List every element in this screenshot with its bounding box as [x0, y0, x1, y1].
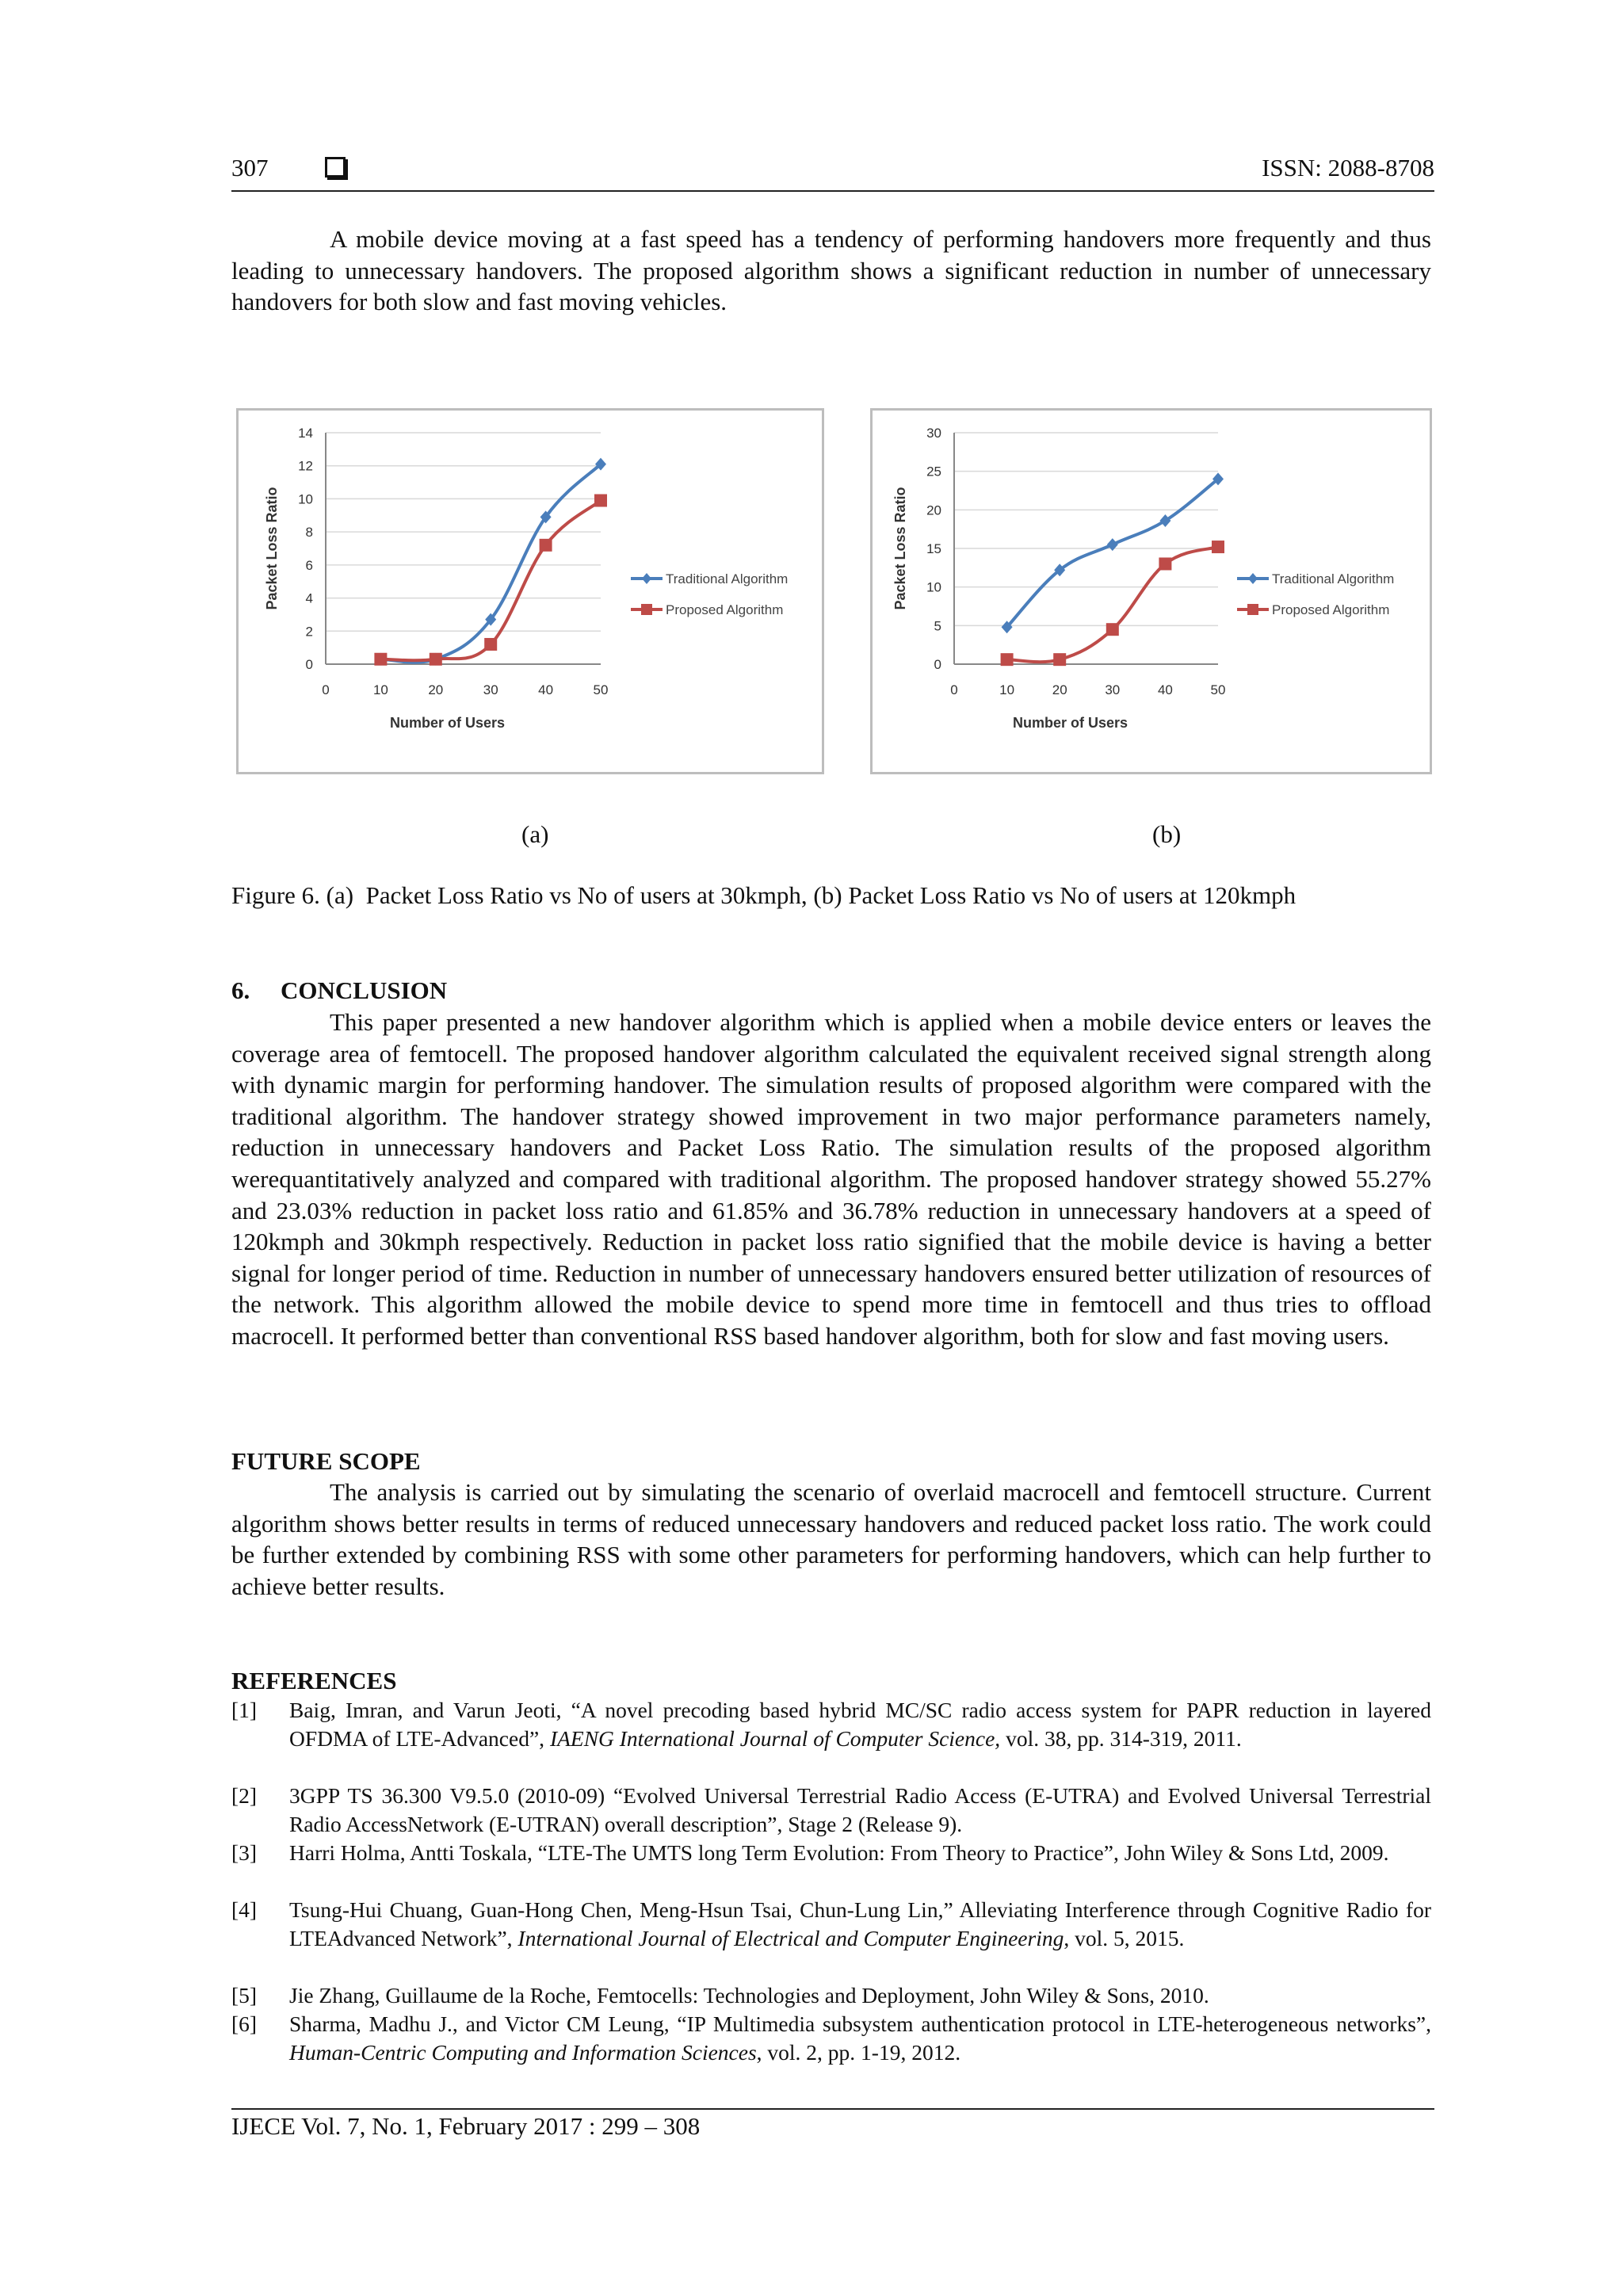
data-point [1053, 653, 1066, 666]
reference-text: Sharma, Madhu J., and Victor CM Leung, “IP Multimedia subsystem authentication protocol in LTE-heterogeneous networks”, [289, 2011, 1431, 2036]
y-tick-label: 5 [934, 618, 941, 634]
x-tick-label: 20 [428, 682, 444, 697]
y-tick-label: 10 [298, 491, 313, 507]
y-tick-label: 2 [305, 624, 313, 640]
y-tick-label: 14 [298, 426, 313, 441]
legend-label: Proposed Algorithm [666, 602, 784, 617]
data-point [1001, 653, 1014, 666]
reference-item [231, 1839, 1431, 1867]
reference-text: Baig, Imran, and Varun Jeoti, “A novel precoding based hybrid MC/SC radio access system for PAPR reduction in layered OFDMA of LTE-Advanced”, [289, 1698, 1431, 1751]
x-tick-label: 30 [1105, 682, 1121, 697]
data-point [1106, 623, 1119, 636]
reference-item [231, 1981, 1431, 2010]
y-tick-label: 0 [305, 657, 313, 672]
reference-text: Jie Zhang, Guillaume de la Roche, Femtocells: Technologies and Deployment, John Wiley & Sons, 2010. [289, 1983, 1209, 2008]
reference-journal: International Journal of Electrical and Computer Engineering [517, 1926, 1064, 1950]
footer-citation: IJECE Vol. 7, No. 1, February 2017 : 299 – 308 [231, 2112, 701, 2140]
figure-caption: Figure 6. (a) Packet Loss Ratio vs No of users at 30kmph, (b) Packet Loss Ratio vs No of users at 120kmph [231, 881, 1296, 909]
chart-b [873, 411, 1430, 772]
page-number: 307 [231, 154, 269, 181]
intro-paragraph: A mobile device moving at a fast speed has a tendency of performing handovers more frequently and thus leading to unnecessary handovers. The proposed algorithm shows a significant reduction in number of unnecessary handovers for both slow and fast moving vehicles. [231, 225, 1431, 316]
series-line [380, 464, 601, 663]
x-tick-label: 50 [593, 682, 609, 697]
reference-text: Harri Holma, Antti Toskala, “LTE-The UMTS long Term Evolution: From Theory to Practice”, John Wiley & Sons Ltd, 2009. [289, 1840, 1389, 1865]
reference-number: [2] [231, 1783, 258, 1808]
legend-label: Traditional Algorithm [1272, 571, 1395, 586]
y-tick-label: 10 [926, 579, 941, 595]
conclusion-paragraph: This paper presented a new handover algorithm which is applied when a mobile device enters or leaves the coverage area of femtocell. The proposed handover algorithm calculated the equivalent received signal strength along with dynamic margin for performing handover. The simulation results of proposed algorithm were compared with the traditional algorithm. The handover strategy showed improvement in two major performance parameters namely, reduction in unnecessary handovers and Packet Loss Ratio. The simulation results of the proposed algorithm werequantitatively analyzed and compared with traditional algorithm. The proposed handover strategy showed 55.27% and 23.03% reduction in packet loss ratio and 61.85% and 36.78% reduction in unnecessary handovers at a speed of 120kmph and 30kmph respectively. Reduction in packet loss ratio signified that the mobile device is having a better signal for longer period of time. Reduction in number of unnecessary handovers ensured better utilization of resources of the network. This algorithm allowed the mobile device to spend more time in femtocell and thus tries to offload macrocell. It performed better than conventional RSS based handover algorithm, both for slow and fast moving users. [231, 1008, 1431, 1350]
chart-a [239, 411, 822, 772]
legend-label: Proposed Algorithm [1272, 602, 1390, 617]
reference-text-end: vol. 38, pp. 314-319, 2011. [1000, 1726, 1242, 1751]
future-scope-heading: FUTURE SCOPE [231, 1447, 421, 1475]
footer-rule [231, 2108, 1434, 2110]
conclusion-heading: 6. CONCLUSION [231, 976, 448, 1004]
square-icon [325, 157, 346, 178]
data-point [540, 539, 552, 552]
x-tick-label: 10 [999, 682, 1015, 697]
y-tick-label: 25 [926, 464, 941, 479]
x-tick-label: 30 [483, 682, 498, 697]
reference-number: [4] [231, 1897, 258, 1922]
x-tick-label: 50 [1210, 682, 1226, 697]
x-tick-label: 0 [950, 682, 958, 697]
x-tick-label: 10 [372, 682, 388, 697]
reference-item [231, 1696, 1431, 1753]
page-header [231, 154, 1434, 192]
reference-text: Tsung-Hui Chuang, Guan-Hong Chen, Meng-Hsun Tsai, Chun-Lung Lin,” Alleviating Interference through Cognitive Radio for LTEAdvanced Network”, [289, 1897, 1431, 1950]
legend-marker [641, 604, 652, 615]
chart-b-frame [870, 408, 1432, 774]
x-tick-label: 20 [1052, 682, 1067, 697]
reference-text-end: , vol. 2, pp. 1-19, 2012. [756, 2040, 961, 2065]
figure-label-b: (b) [1152, 820, 1182, 848]
future-scope-paragraph: The analysis is carried out by simulating the scenario of overlaid macrocell and femtocell structure. Current algorithm shows better results in terms of reduced unnecessary handovers and reduced packet loss ratio. The work could be further extended by combining RSS with some other parameters for performing handovers, which can help further to achieve better results. [231, 1478, 1431, 1600]
y-tick-label: 4 [305, 590, 313, 606]
legend-marker [1248, 573, 1258, 584]
data-point [594, 495, 607, 507]
reference-item [231, 1782, 1431, 1839]
reference-item [231, 1896, 1431, 1953]
reference-number: [3] [231, 1840, 258, 1865]
y-tick-label: 6 [305, 557, 313, 573]
y-tick-label: 20 [926, 502, 941, 518]
series-line [1007, 547, 1218, 662]
reference-text: 3GPP TS 36.300 V9.5.0 (2010-09) “Evolved Universal Terrestrial Radio Access (E-UTRA) and Evolved Universal Terrestrial Radio AccessNetwork (E-UTRAN) overall description”, Stage 2 (Release 9). [289, 1783, 1431, 1836]
issn: ISSN: 2088-8708 [1262, 154, 1434, 181]
y-tick-label: 30 [926, 426, 941, 441]
reference-number: [1] [231, 1698, 258, 1722]
legend-label: Traditional Algorithm [666, 571, 789, 586]
reference-number: [5] [231, 1983, 258, 2008]
y-tick-label: 8 [305, 525, 313, 541]
data-point [484, 638, 497, 651]
x-tick-label: 40 [1157, 682, 1173, 697]
chart-a-frame [236, 408, 824, 774]
y-tick-label: 0 [934, 657, 941, 672]
legend-marker [1247, 604, 1258, 615]
x-tick-label: 0 [322, 682, 330, 697]
reference-item [231, 2010, 1431, 2067]
reference-text-end: , vol. 5, 2015. [1064, 1926, 1185, 1950]
figure-label-a: (a) [521, 820, 549, 848]
y-axis-label: Packet Loss Ratio [264, 487, 280, 610]
series-line [380, 501, 601, 661]
reference-journal: Human-Centric Computing and Information Sciences [289, 2040, 757, 2065]
x-axis-label: Number of Users [1012, 715, 1128, 731]
reference-journal: IAENG International Journal of Computer Science, [549, 1726, 1001, 1751]
references-heading: REFERENCES [231, 1667, 397, 1694]
legend-marker [642, 573, 651, 584]
y-tick-label: 12 [298, 458, 313, 474]
data-point [1159, 557, 1171, 570]
data-point [430, 653, 442, 666]
y-axis-label: Packet Loss Ratio [892, 487, 908, 610]
data-point [374, 653, 387, 666]
data-point [1212, 541, 1224, 553]
y-tick-label: 15 [926, 541, 941, 556]
x-tick-label: 40 [538, 682, 554, 697]
reference-number: [6] [231, 2011, 258, 2036]
x-axis-label: Number of Users [389, 715, 506, 731]
